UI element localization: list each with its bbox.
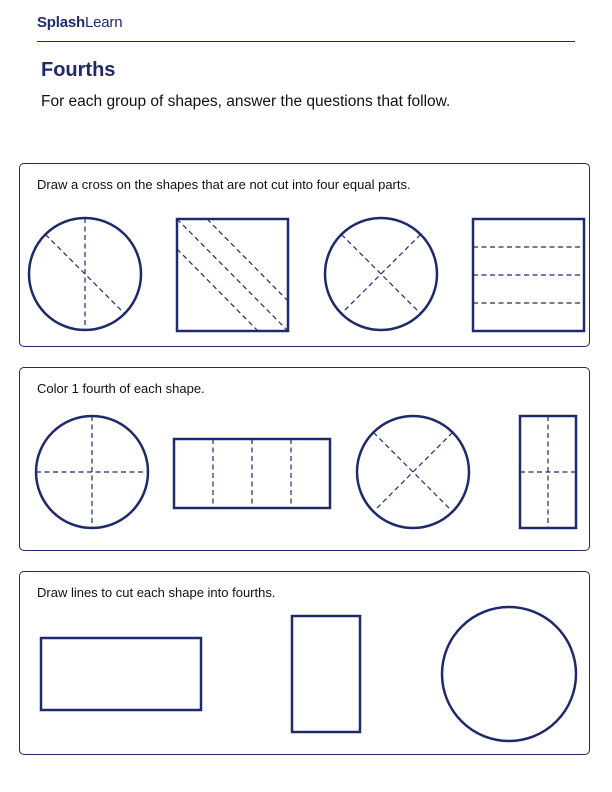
splashlearn-logo xyxy=(37,14,122,31)
section-color-fourth xyxy=(19,367,590,551)
shape-circle-unequal-cut[interactable] xyxy=(29,218,141,330)
section-3-shapes xyxy=(20,572,591,756)
shape-square-diagonal-strips[interactable] xyxy=(177,219,288,331)
worksheet-instructions: For each group of shapes, answer the questions that follow. xyxy=(41,93,451,110)
shape-tall-rectangle-quartered[interactable] xyxy=(520,416,576,528)
shape-tall-rectangle-blank[interactable] xyxy=(292,616,360,732)
section-3-prompt: Draw lines to cut each shape into fourths. xyxy=(37,585,276,600)
shape-circle-blank[interactable] xyxy=(442,607,576,741)
section-1-shapes xyxy=(20,164,591,348)
logo-learn-text: Learn xyxy=(84,14,123,31)
shape-circle-x-quartered[interactable] xyxy=(357,416,469,528)
shape-circle-quartered[interactable] xyxy=(36,416,148,528)
section-1-prompt: Draw a cross on the shapes that are not cut into four equal parts. xyxy=(37,177,411,192)
shape-wide-rectangle-blank[interactable] xyxy=(41,638,201,710)
shape-rectangle-vertical-fourths[interactable] xyxy=(174,439,330,508)
worksheet-title: Fourths xyxy=(41,59,116,81)
section-2-prompt: Color 1 fourth of each shape. xyxy=(37,381,205,396)
logo-splash-text: Splash xyxy=(37,14,85,31)
section-identify-fourths xyxy=(19,163,590,347)
header-divider xyxy=(37,41,575,42)
shape-rectangle-horizontal-strips[interactable] xyxy=(473,219,584,331)
section-draw-fourths xyxy=(19,571,590,755)
section-2-shapes xyxy=(20,368,591,552)
shape-circle-cross-cut[interactable] xyxy=(325,218,437,330)
